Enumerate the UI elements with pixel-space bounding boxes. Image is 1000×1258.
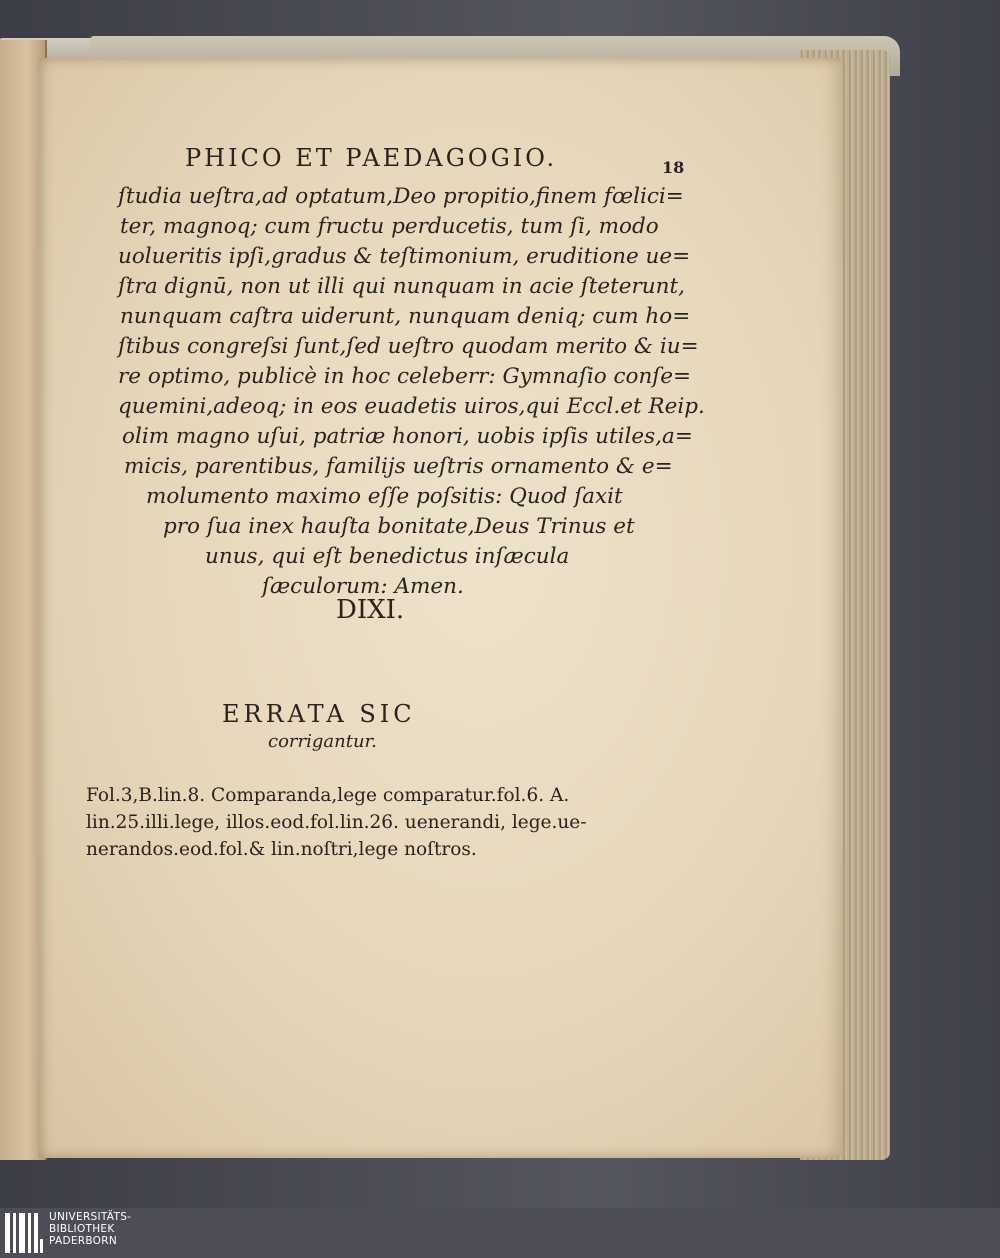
logo-text-line: BIBLIOTHEK xyxy=(49,1223,115,1235)
body-line: olim magno uſui, patriæ honori, uobis ipſis utiles,a= xyxy=(122,424,693,449)
body-line: nunquam caſtra uiderunt, nunquam deniq; cum ho= xyxy=(120,304,691,329)
footer-bar xyxy=(0,1208,1000,1258)
body-line: unus, qui eſt benedictus inſæcula xyxy=(205,544,570,569)
errata-line: nerandos.eod.fol.& lin.noſtri,lege noſtros. xyxy=(86,839,477,860)
running-head: PHICO ET PAEDAGOGIO. xyxy=(185,144,558,172)
body-line: ſtudia ueſtra,ad optatum,Deo propitio,finem fœlici= xyxy=(118,184,684,209)
logo-text-line: UNIVERSITÄTS- xyxy=(49,1211,132,1223)
page-number: 18 xyxy=(662,158,685,177)
errata-subtitle: corrigantur. xyxy=(268,731,377,752)
body-line: quemini,adeoq; in eos euadetis uiros,qui Eccl.et Reip. xyxy=(118,394,705,419)
body-line: pro ſua inex hauſta bonitate,Deus Trinus et xyxy=(163,514,635,539)
body-line: uolueritis ipſi,gradus & teſtimonium, eruditione ue= xyxy=(118,244,691,269)
body-line: micis, parentibus, familijs ueſtris ornamento & e= xyxy=(124,454,673,479)
body-line: re optimo, publicè in hoc celeberr: Gymnaſio conſe= xyxy=(118,364,692,389)
errata-line: Fol.3,B.lin.8. Comparanda,lege comparatur.fol.6. A. xyxy=(86,785,570,806)
library-logo-icon xyxy=(4,1211,44,1255)
body-line: ſtibus congreſsi ſunt,ſed ueſtro quodam merito & iu= xyxy=(118,334,699,359)
body-line: ter, magnoq; cum fructu perducetis, tum ſi, modo xyxy=(120,214,659,239)
closing-dixi: DIXI. xyxy=(336,595,405,625)
body-line: ſæculorum: Amen. xyxy=(262,574,464,599)
body-line: ſtra dignū, non ut illi qui nunquam in acie ſteterunt, xyxy=(118,274,685,299)
logo-text-line: PADERBORN xyxy=(49,1235,117,1247)
errata-line: lin.25.illi.lege, illos.eod.fol.lin.26. uenerandi, lege.ue- xyxy=(86,812,587,833)
body-line: molumento maximo eſſe poſsitis: Quod ſaxit xyxy=(146,484,623,509)
errata-title: ERRATA SIC xyxy=(222,700,416,728)
